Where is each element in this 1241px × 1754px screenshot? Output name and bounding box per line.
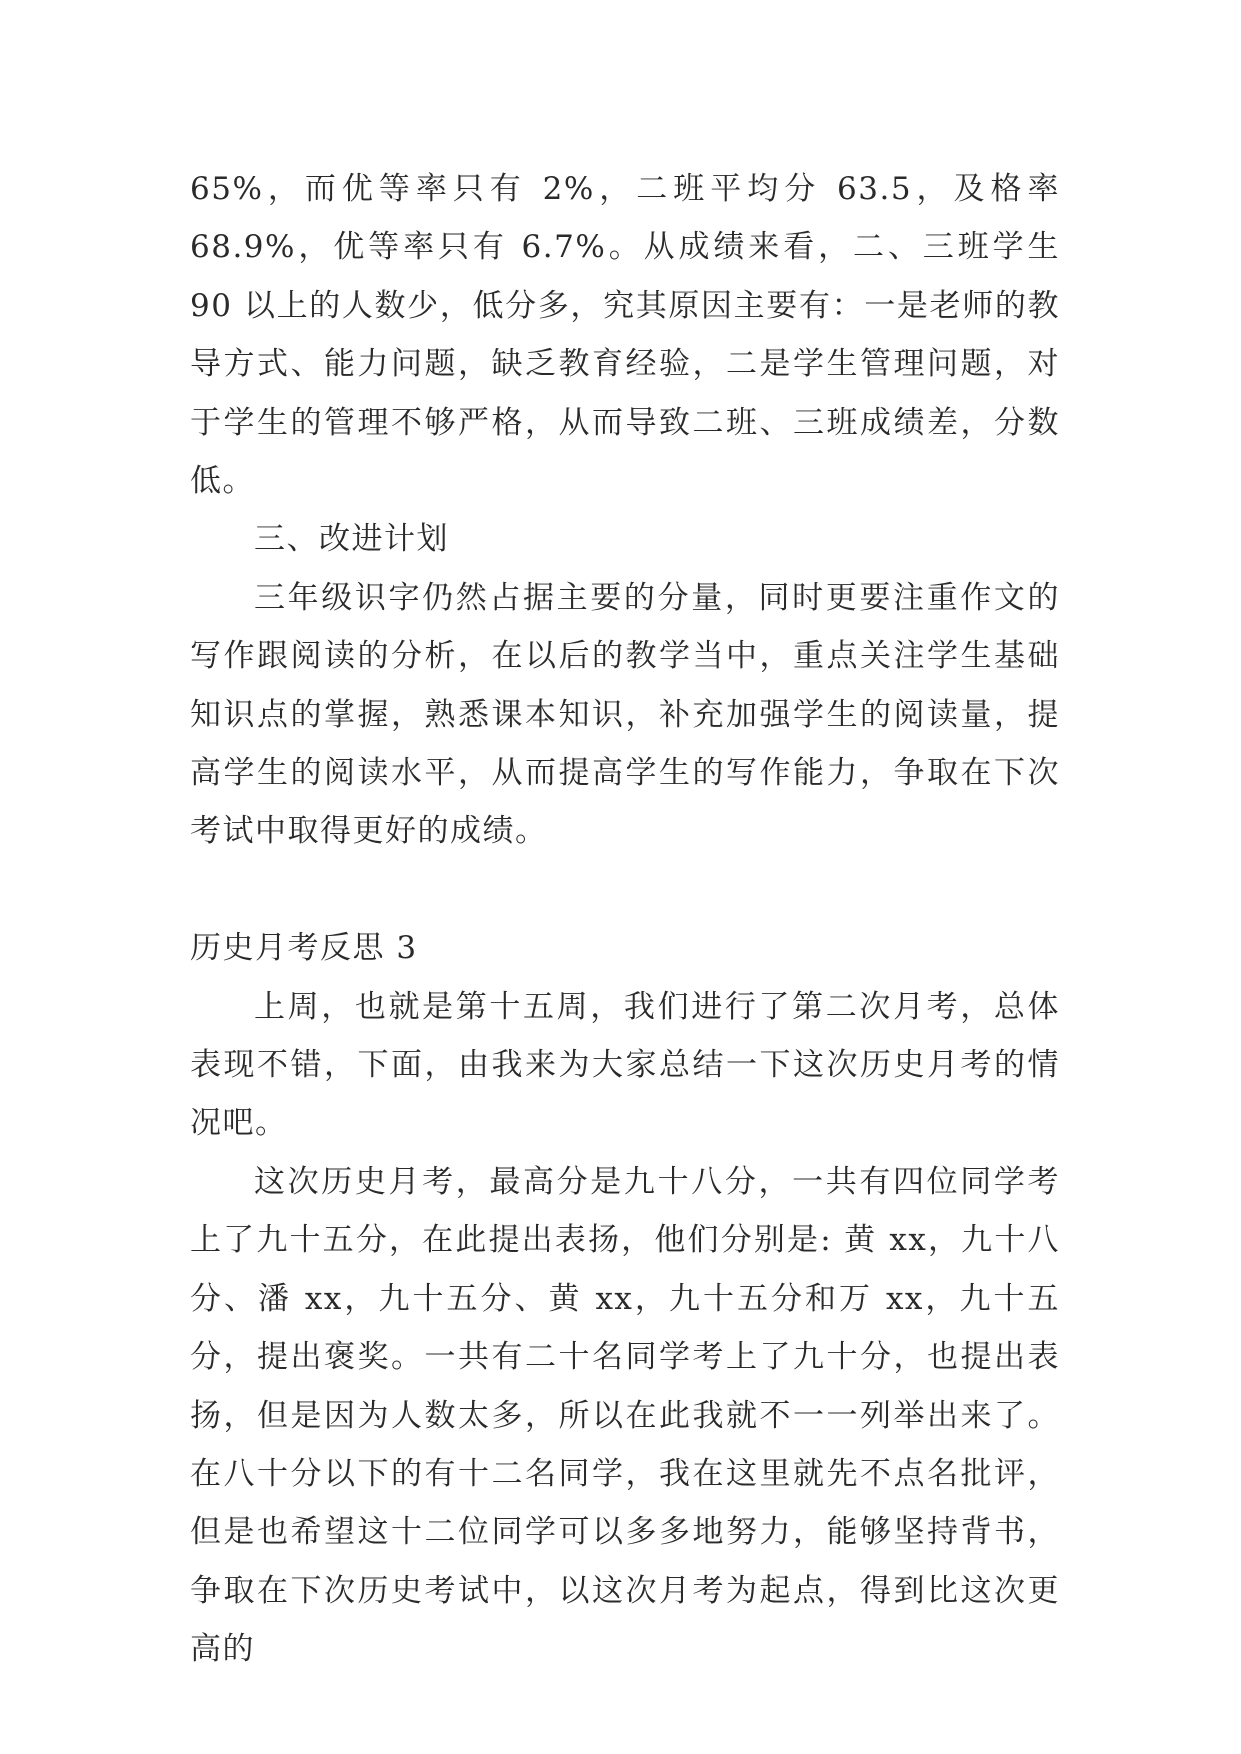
paragraph-intro: 上周，也就是第十五周，我们进行了第二次月考，总体表现不错，下面，由我来为大家总结一下这次历史月考的情况吧。 xyxy=(190,988,1060,1142)
paragraph-exam-results: 这次历史月考，最高分是九十八分，一共有四位同学考上了九十五分，在此提出表扬，他们分别是: 黄 xx，九十八分、潘 xx，九十五分、黄 xx，九十五分和万 xx，九十五分，提出褒奖。一共有二十名同学考上了九十分，也提出表扬，但是因为人数太多，所以在此我就不一一列举出来了。在八十分以下的有十二名同学，我在这里就先不点名批评，但是也希望这十二位同学可以多多地努力，能够坚持背书，争取在下次历史考试中，以这次月考为起点，得到比这次更高的 xyxy=(190,1163,1060,1668)
paragraph-class-scores: 65%，而优等率只有 2%，二班平均分 63.5，及格率 68.9%，优等率只有 6.7%。从成绩来看，二、三班学生 90 以上的人数少，低分多，究其原因主要有：一是老师的教导方式、能力问题，缺乏教育经验，二是学生管理问题，对于学生的管理不够严格，从而导致二班、三班成绩差，分数低。 xyxy=(190,171,1060,500)
heading-improvement-plan: 三、改进计划 xyxy=(254,521,449,558)
section-spacer xyxy=(190,861,1060,919)
document-body xyxy=(190,160,1060,1679)
paragraph-improvement-plan: 三年级识字仍然占据主要的分量，同时更要注重作文的写作跟阅读的分析，在以后的教学当中，重点关注学生基础知识点的掌握，熟悉课本知识，补充加强学生的阅读量，提高学生的阅读水平，从而提高学生的写作能力，争取在下次考试中取得更好的成绩。 xyxy=(190,579,1060,850)
section-title: 历史月考反思 3 xyxy=(190,930,418,967)
